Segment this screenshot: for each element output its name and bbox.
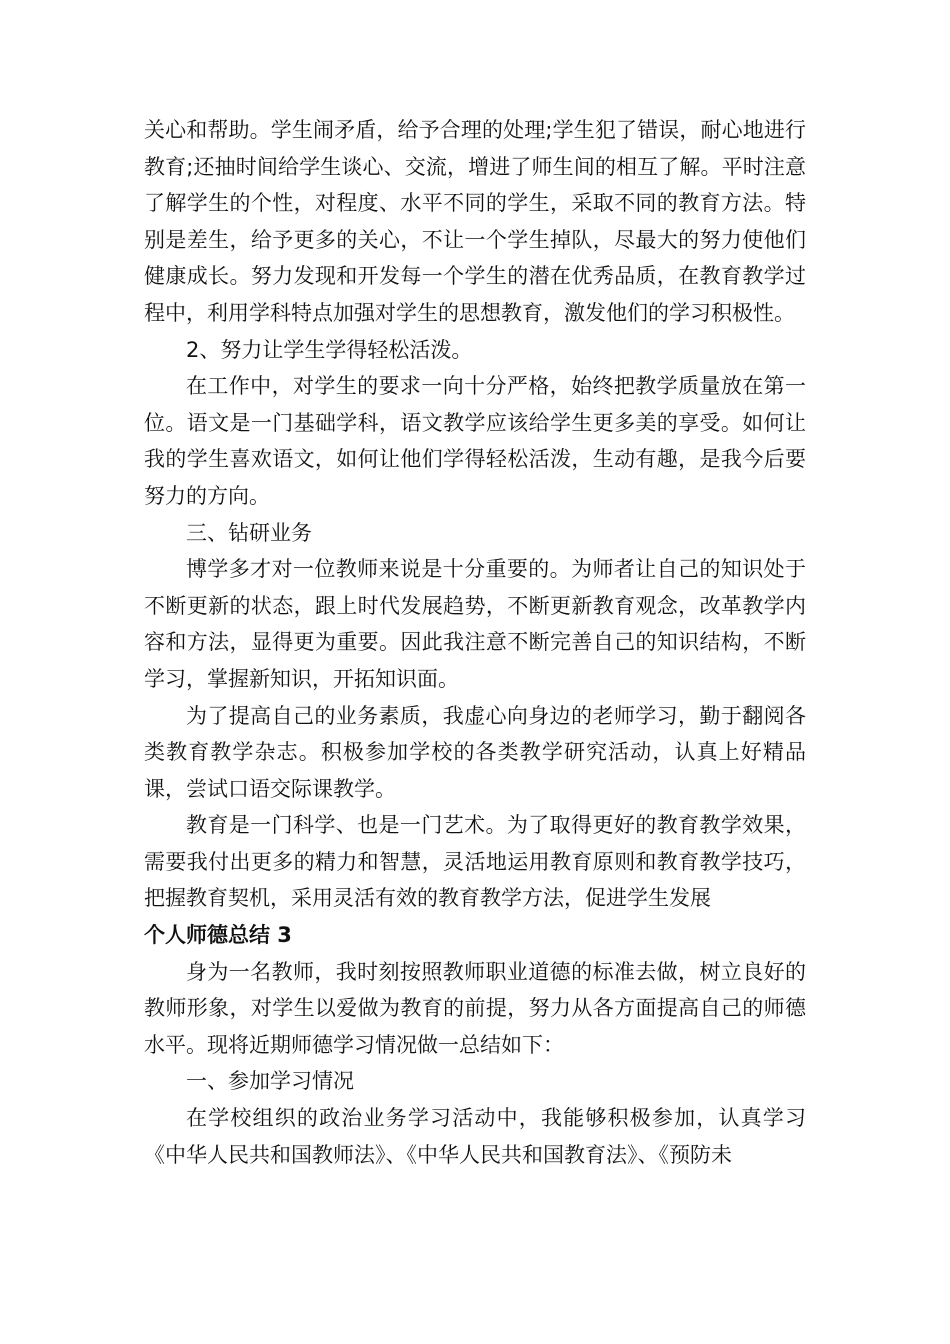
paragraph-care-and-help: 关心和帮助。学生闹矛盾，给予合理的处理;学生犯了错误，耐心地进行教育;还抽时间给学生谈心、交流，增进了师生间的相互了解。平时注意了解学生的个性，对程度、水平不同的学生，采取不同的教育方法。特别是差生，给予更多的关心，不让一个学生掉队，尽最大的努力使他们健康成长。努力发现和开发每一个学生的潜在优秀品质，在教育教学过程中，利用学科特点加强对学生的思想教育，激发他们的学习积极性。 bbox=[144, 118, 806, 325]
paragraph-education-art: 教育是一门科学、也是一门艺术。为了取得更好的教育教学效果，需要我付出更多的精力和智慧，灵活地运用教育原则和教育教学技巧，把握教育契机，采用灵活有效的教育教学方法，促进学生发展 bbox=[144, 813, 806, 911]
paragraph-knowledge-update: 博学多才对一位教师来说是十分重要的。为师者让自己的知识处于不断更新的状态，跟上时代发展趋势，不断更新教育观念，改革教学内容和方法，显得更为重要。因此我注意不断完善自己的知识结构，不断学习，掌握新知识，开拓知识面。 bbox=[144, 557, 806, 691]
paragraph-section-1-title: 一、参加学习情况 bbox=[186, 1069, 354, 1094]
paragraph-section-3-title: 三、钻研业务 bbox=[186, 520, 312, 545]
document-page bbox=[144, 112, 806, 1173]
paragraph-teacher-ethics-intro: 身为一名教师，我时刻按照教师职业道德的标准去做，树立良好的教师形象，对学生以爱做为教育的前提，努力从各方面提高自己的师德水平。现将近期师德学习情况做一总结如下： bbox=[144, 959, 806, 1057]
paragraph-item-2-relaxed-learning: 2、努力让学生学得轻松活泼。 bbox=[186, 337, 473, 362]
paragraph-strict-requirements: 在工作中，对学生的要求一向十分严格，始终把教学质量放在第一位。语文是一门基础学科，语文教学应该给学生更多美的享受。如何让我的学生喜欢语文，如何让他们学得轻松活泼，生动有趣，是我今后要努力的方向。 bbox=[144, 374, 806, 508]
section-heading-summary-3: 个人师德总结 3 bbox=[144, 923, 292, 948]
paragraph-professional-quality: 为了提高自己的业务素质，我虚心向身边的老师学习，勤于翻阅各类教育教学杂志。积极参加学校的各类教学研究活动，认真上好精品课，尝试口语交际课教学。 bbox=[144, 703, 806, 801]
paragraph-study-participation: 在学校组织的政治业务学习活动中，我能够积极参加，认真学习《中华人民共和国教师法》、《中华人民共和国教育法》、《预防未 bbox=[144, 1106, 806, 1167]
